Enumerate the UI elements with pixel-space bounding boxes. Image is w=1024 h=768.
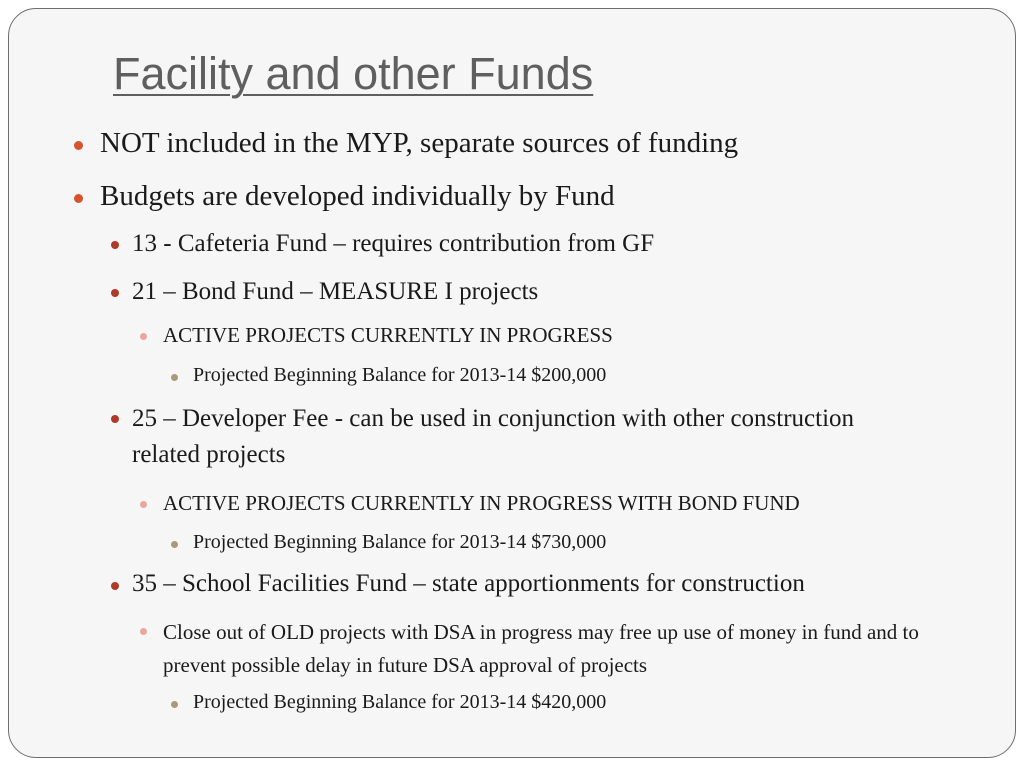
list-item: Projected Beginning Balance for 2013-14 $200,000 — [193, 364, 607, 386]
list-item: Projected Beginning Balance for 2013-14 $730,000 — [193, 531, 607, 553]
list-item: Projected Beginning Balance for 2013-14 $420,000 — [193, 691, 607, 713]
bullet-icon — [111, 241, 119, 249]
bullet-icon — [140, 628, 147, 635]
list-item: 25 – Developer Fee - can be used in conjunction with other construction related projects — [132, 405, 855, 469]
bullet-icon — [111, 289, 119, 297]
list-item: Budgets are developed individually by Fund — [100, 180, 615, 212]
list-item: 35 – School Facilities Fund – state apportionments for construction — [132, 570, 805, 597]
bullet-icon — [111, 582, 119, 590]
bullet-icon — [171, 541, 178, 548]
list-item: NOT included in the MYP, separate sources of funding — [100, 127, 739, 159]
bullet-icon — [140, 333, 147, 340]
bullet-icon — [171, 374, 178, 381]
bullet-icon — [74, 194, 83, 203]
list-item: ACTIVE PROJECTS CURRENTLY IN PROGRESS WITH BOND FUND — [163, 491, 800, 515]
bullet-icon — [111, 415, 119, 423]
bullet-icon — [140, 501, 147, 508]
list-item: Close out of OLD projects with DSA in progress may free up use of money in fund and to prevent possible delay in future DSA approval of projects — [163, 620, 919, 677]
bullet-icon — [74, 141, 83, 150]
list-item: 21 – Bond Fund – MEASURE I projects — [132, 278, 539, 305]
list-item: 13 - Cafeteria Fund – requires contribution from GF — [132, 230, 655, 257]
list-item: ACTIVE PROJECTS CURRENTLY IN PROGRESS — [163, 323, 613, 347]
slide-title: Facility and other Funds — [113, 48, 594, 99]
bullet-icon — [171, 701, 178, 708]
